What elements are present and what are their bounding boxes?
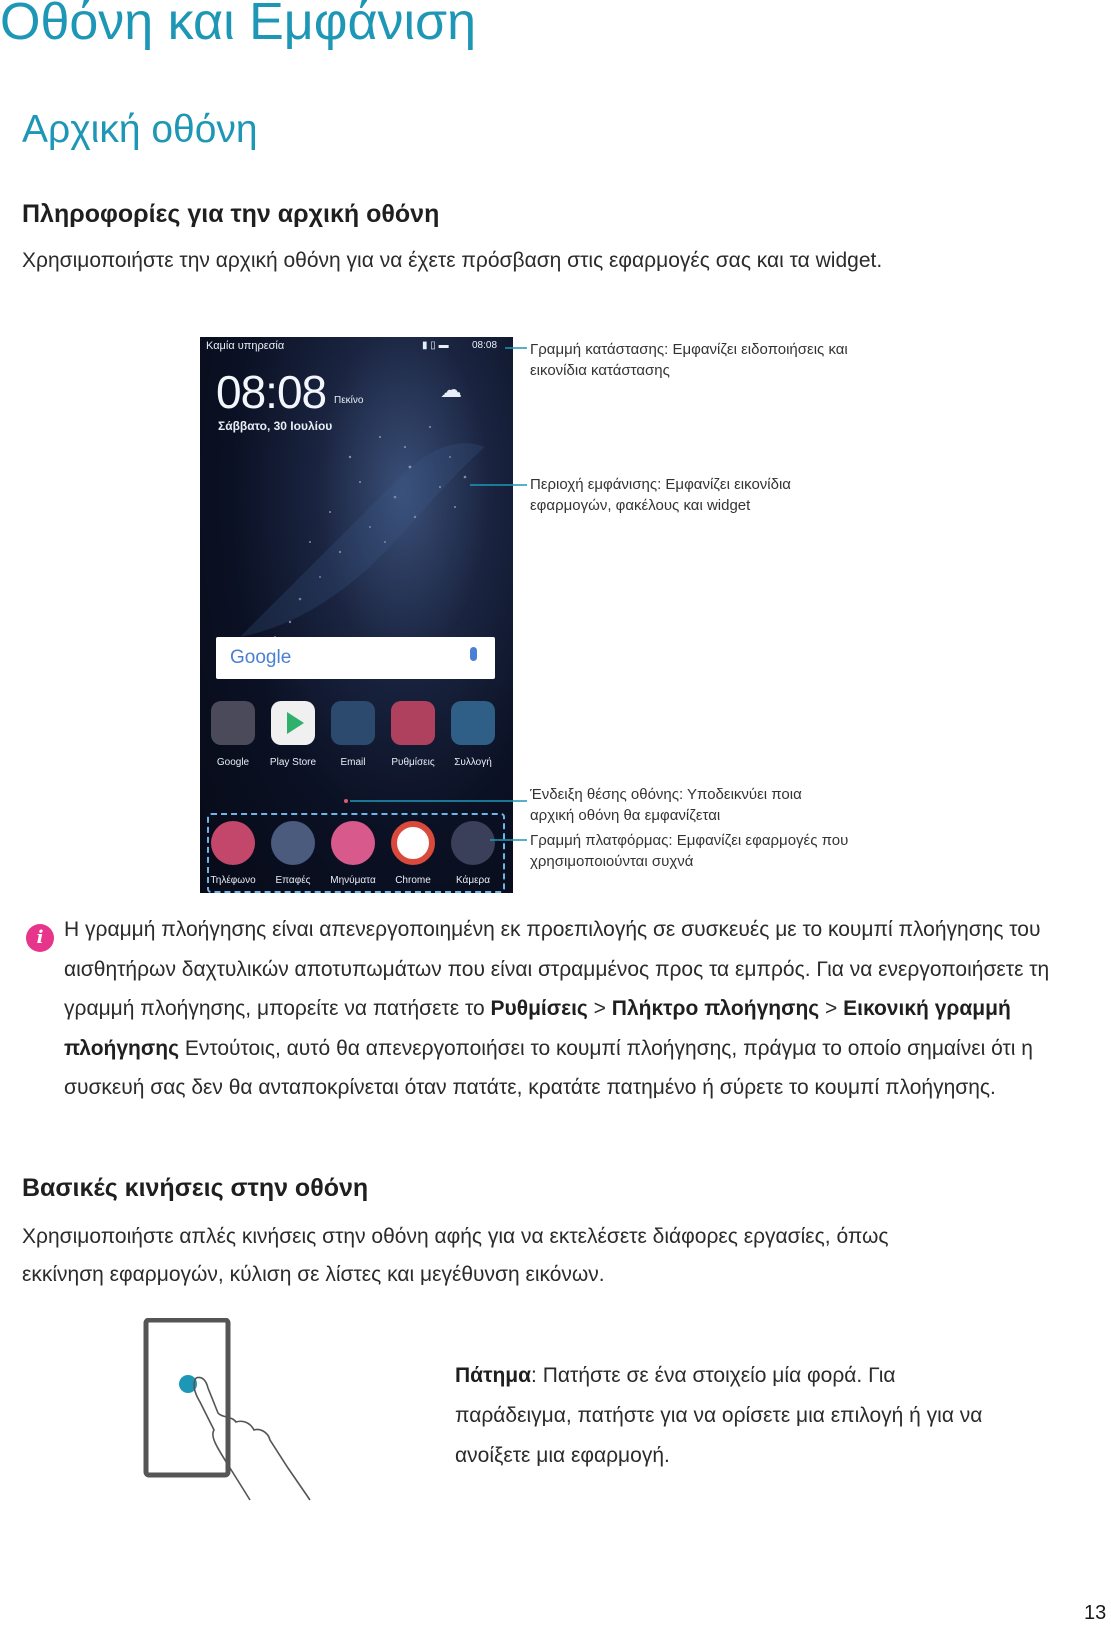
note-text: Η γραμμή πλοήγησης είναι απενεργοποιημένη εκ προεπιλογής σε συσκευές με το κουμπί πλοήγησης του αισθητήρων δαχτυλικών αποτυπωμάτων που είναι στραμμένος προς τα εμπρός. Για να ενεργοποιήσετε τη γραμμή πλοήγησης, μπορείτε να πατήσετε το Ρυθμίσεις > Πλήκτρο πλοήγησης > Εικονική γραμμή πλοήγησης Εντούτοις, αυτό θα απενεργοποιήσει το κουμπί πλοήγησης, πράγμα το οποίο σημαίνει ότι η συσκευή σας δεν θα ανταποκρίνεται όταν πατάτε, κρατάτε πατημένο ή σύρετε το κουμπί πλοήγησης. <box>64 918 1050 1099</box>
annotation-display-area: Περιοχή εμφάνισης: Εμφανίζει εικονίδια εφαρμογών, φακέλους και widget <box>530 476 791 514</box>
dock-label: Μηνύματα <box>330 875 376 886</box>
lockscreen-clock: 08:08 <box>216 366 327 418</box>
weather-icon: ☁ <box>440 377 462 402</box>
date-label: Σάββατο, 30 Ιουλίου <box>218 419 333 433</box>
status-time: 08:08 <box>472 340 498 351</box>
tap-description: Πάτημα: Πατήστε σε ένα στοιχείο μία φορά. Για παράδειγμα, πατήστε για να ορίσετε μια επιλογή ή για να ανοίξετε μια εφαρμογή. <box>455 1364 983 1467</box>
dock-label: Chrome <box>395 875 431 886</box>
tap-title: Πάτημα <box>455 1364 532 1387</box>
carrier-label: Καμία υπηρεσία <box>206 340 285 352</box>
dock-label: Κάμερα <box>455 875 491 886</box>
app-label: Play Store <box>269 757 317 768</box>
gestures-text-line-1: Χρησιμοποιήστε απλές κινήσεις στην οθόνη αφής για να εκτελέσετε διάφορες εργασίες, όπως <box>22 1225 889 1248</box>
page-title: Οθόνη και Εμφάνιση <box>0 0 477 51</box>
gestures-heading: Βασικές κινήσεις στην οθόνη <box>22 1174 369 1202</box>
app-label: Συλλογή <box>454 757 492 768</box>
dock-label: Τηλέφωνο <box>210 875 256 886</box>
app-label: Email <box>340 757 366 768</box>
annotation-status-bar: Γραμμή κατάστασης: Εμφανίζει ειδοποιήσεις και εικονίδια κατάστασης <box>530 341 848 379</box>
annotation-position-indicator: Ένδειξη θέσης οθόνης: Υποδεικνύει ποια αρχική οθόνη θα εμφανίζεται <box>530 786 802 824</box>
info-icon: i <box>26 924 54 952</box>
weather-city: Πεκίνο <box>334 395 364 406</box>
google-logo: Google <box>230 647 292 668</box>
status-icons: ▮ ▯ ▬ <box>422 340 449 351</box>
about-heading: Πληροφορίες για την αρχική οθόνη <box>22 200 440 228</box>
app-label: Google <box>216 757 250 768</box>
page-number: 13 <box>1084 1602 1107 1624</box>
section-title: Αρχική οθόνη <box>22 108 258 151</box>
app-label: Ρυθμίσεις <box>391 757 435 768</box>
annotation-dock-bar: Γραμμή πλατφόρμας: Εμφανίζει εφαρμογές που χρησιμοποιούνται συχνά <box>530 832 849 870</box>
dock-label: Επαφές <box>275 875 311 886</box>
tap-gesture-illustration <box>140 1318 340 1503</box>
about-text: Χρησιμοποιήστε την αρχική οθόνη για να έχετε πρόσβαση στις εφαρμογές σας και τα widget. <box>22 249 883 272</box>
gestures-text-line-2: εκκίνηση εφαρμογών, κύλιση σε λίστες και μεγέθυνση εικόνων. <box>22 1263 605 1286</box>
